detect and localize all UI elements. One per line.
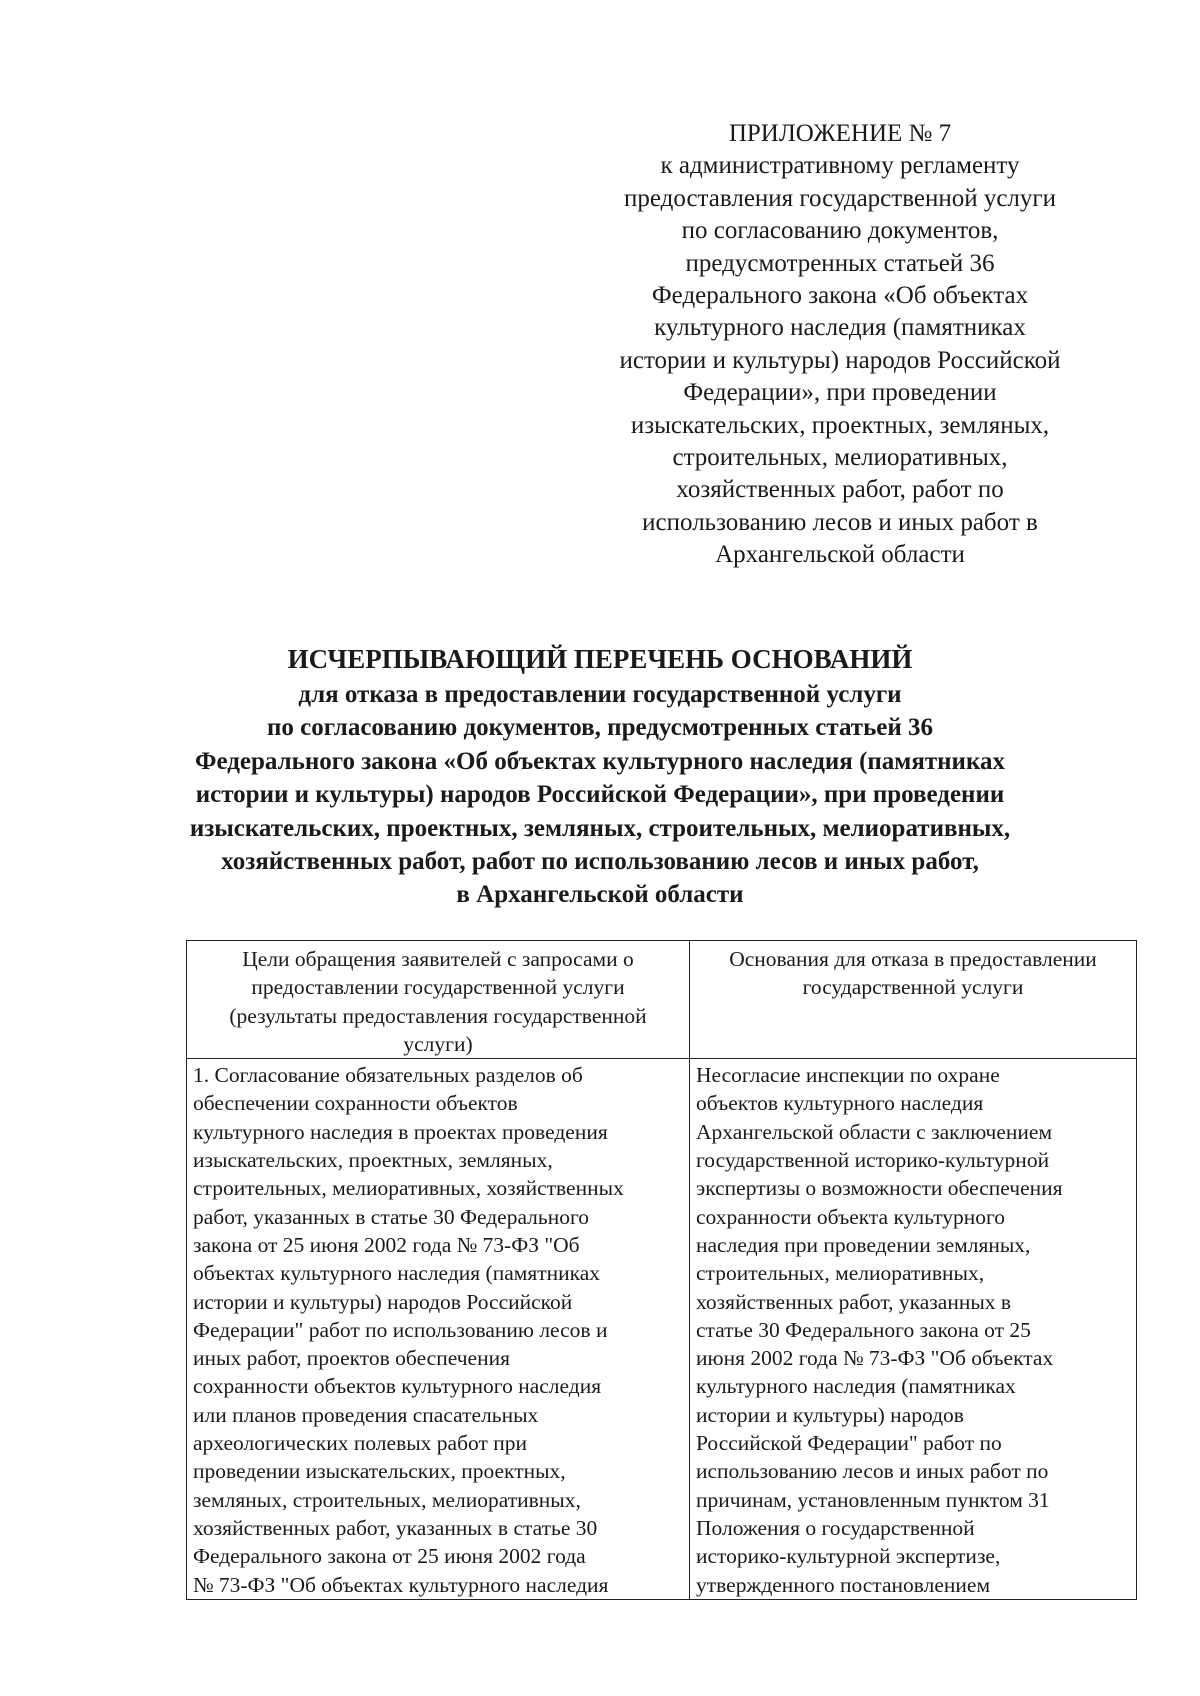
appendix-line: к административному регламенту: [660, 152, 1020, 180]
cell-line: историко-культурной экспертизе,: [696, 1544, 1001, 1569]
cell-line: государственной историко-культурной: [696, 1148, 1050, 1173]
title-line: истории и культуры) народов Российской Федерации», при проведении: [195, 781, 1005, 809]
cell-line: июня 2002 года № 73-ФЗ "Об объектах: [696, 1346, 1054, 1371]
appendix-line: ПРИЛОЖЕНИЕ № 7: [728, 120, 952, 147]
cell-line: земляных, строительных, мелиоративных,: [193, 1487, 581, 1512]
cell-line: 1. Согласование обязательных разделов об: [193, 1063, 583, 1088]
table-header-row: [187, 941, 1137, 1059]
cell-line: сохранности объектов культурного наследия: [193, 1374, 602, 1399]
cell-line: истории и культуры) народов Российской: [193, 1289, 573, 1314]
row-cell-goal: [187, 1059, 690, 1600]
cell-line: сохранности объекта культурного: [696, 1204, 1006, 1229]
appendix-line: использованию лесов и иных работ в: [642, 508, 1038, 536]
cell-line: культурного наследия в проектах проведения: [193, 1119, 608, 1144]
cell-line: строительных, мелиоративных,: [696, 1261, 985, 1286]
cell-line: культурного наследия (памятниках: [696, 1374, 1016, 1399]
header-line: государственной услуги: [802, 975, 1024, 1000]
cell-line: объектов культурного наследия: [696, 1091, 984, 1116]
cell-line: обеспечении сохранности объектов: [193, 1091, 518, 1116]
appendix-line: истории и культуры) народов Российской: [619, 346, 1061, 374]
cell-line: или планов проведения спасательных: [193, 1402, 539, 1427]
cell-line: статье 30 Федерального закона от 25: [696, 1317, 1031, 1342]
title-line: изыскательских, проектных, земляных, строительных, мелиоративных,: [189, 814, 1011, 842]
cell-line: Федерального закона от 25 июня 2002 года: [193, 1544, 586, 1569]
cell-line: Архангельской области с заключением: [696, 1119, 1053, 1144]
cell-line: утвержденного постановлением: [696, 1572, 991, 1597]
title-main: ИСЧЕРПЫВАЮЩИЙ ПЕРЕЧЕНЬ ОСНОВАНИЙ: [287, 644, 913, 674]
cell-line: проведении изыскательских, проектных,: [193, 1459, 566, 1484]
title-line: хозяйственных работ, работ по использованию лесов и иных работ,: [221, 848, 979, 876]
row-cell-grounds: [690, 1059, 1137, 1600]
cell-line: истории и культуры) народов: [696, 1402, 964, 1427]
header-line: услуги): [403, 1031, 473, 1056]
cell-line: Федерации" работ по использованию лесов и: [193, 1317, 608, 1342]
header-line: (результаты предоставления государственной: [229, 1003, 647, 1028]
title-line: Федерального закона «Об объектах культурного наследия (памятниках: [195, 747, 1005, 775]
header-line: Основания для отказа в предоставлении: [729, 947, 1097, 971]
cell-line: наследия при проведении земляных,: [696, 1232, 1031, 1257]
cell-line: Несогласие инспекции по охране: [696, 1063, 1000, 1088]
title-line: по согласованию документов, предусмотренных статьей 36: [266, 714, 934, 742]
title-line: в Архангельской области: [456, 881, 744, 909]
appendix-line: хозяйственных работ, работ по: [676, 476, 1004, 504]
header-line: предоставлении государственной услуги: [251, 975, 625, 1000]
cell-line: археологических полевых работ при: [193, 1431, 528, 1456]
appendix-heading: [590, 118, 1090, 572]
appendix-line: Федерального закона «Об объектах: [651, 282, 1029, 310]
cell-line: объектах культурного наследия (памятниках: [193, 1261, 601, 1286]
cell-line: использованию лесов и иных работ по: [696, 1459, 1049, 1484]
cell-line: иных работ, проектов обеспечения: [193, 1346, 510, 1371]
appendix-line: строительных, мелиоративных,: [672, 444, 1008, 472]
appendix-line: культурного наследия (памятниках: [654, 314, 1026, 342]
cell-line: экспертизы о возможности обеспечения: [696, 1176, 1063, 1201]
header-cell-grounds: [690, 941, 1137, 1059]
appendix-line: предусмотренных статьей 36: [685, 249, 995, 277]
document-title: [150, 640, 1050, 912]
appendix-line: Архангельской области: [715, 541, 965, 569]
header-line: Цели обращения заявителей с запросами о: [242, 947, 634, 971]
cell-line: изыскательских, проектных, земляных,: [193, 1148, 553, 1173]
cell-line: хозяйственных работ, указанных в: [696, 1289, 1012, 1314]
cell-line: Положения о государственной: [696, 1515, 975, 1540]
cell-line: закона от 25 июня 2002 года № 73-ФЗ "Об: [193, 1232, 580, 1257]
appendix-line: предоставления государственной услуги: [623, 184, 1057, 212]
title-line: для отказа в предоставлении государственной услуги: [298, 681, 902, 708]
cell-line: строительных, мелиоративных, хозяйственных: [193, 1176, 624, 1201]
table-row: [187, 1059, 1137, 1600]
grounds-table: [186, 940, 1137, 1600]
cell-line: хозяйственных работ, указанных в статье 30: [193, 1515, 598, 1540]
cell-line: Российской Федерации" работ по: [696, 1431, 1002, 1456]
header-cell-goals: [187, 941, 690, 1059]
cell-line: № 73-ФЗ "Об объектах культурного наследия: [193, 1572, 609, 1597]
cell-line: причинам, установленным пунктом 31: [696, 1487, 1050, 1512]
appendix-line: Федерации», при проведении: [683, 379, 997, 407]
cell-line: работ, указанных в статье 30 Федерального: [193, 1204, 589, 1229]
appendix-line: по согласованию документов,: [681, 217, 999, 245]
appendix-line: изыскательских, проектных, земляных,: [630, 411, 1050, 439]
